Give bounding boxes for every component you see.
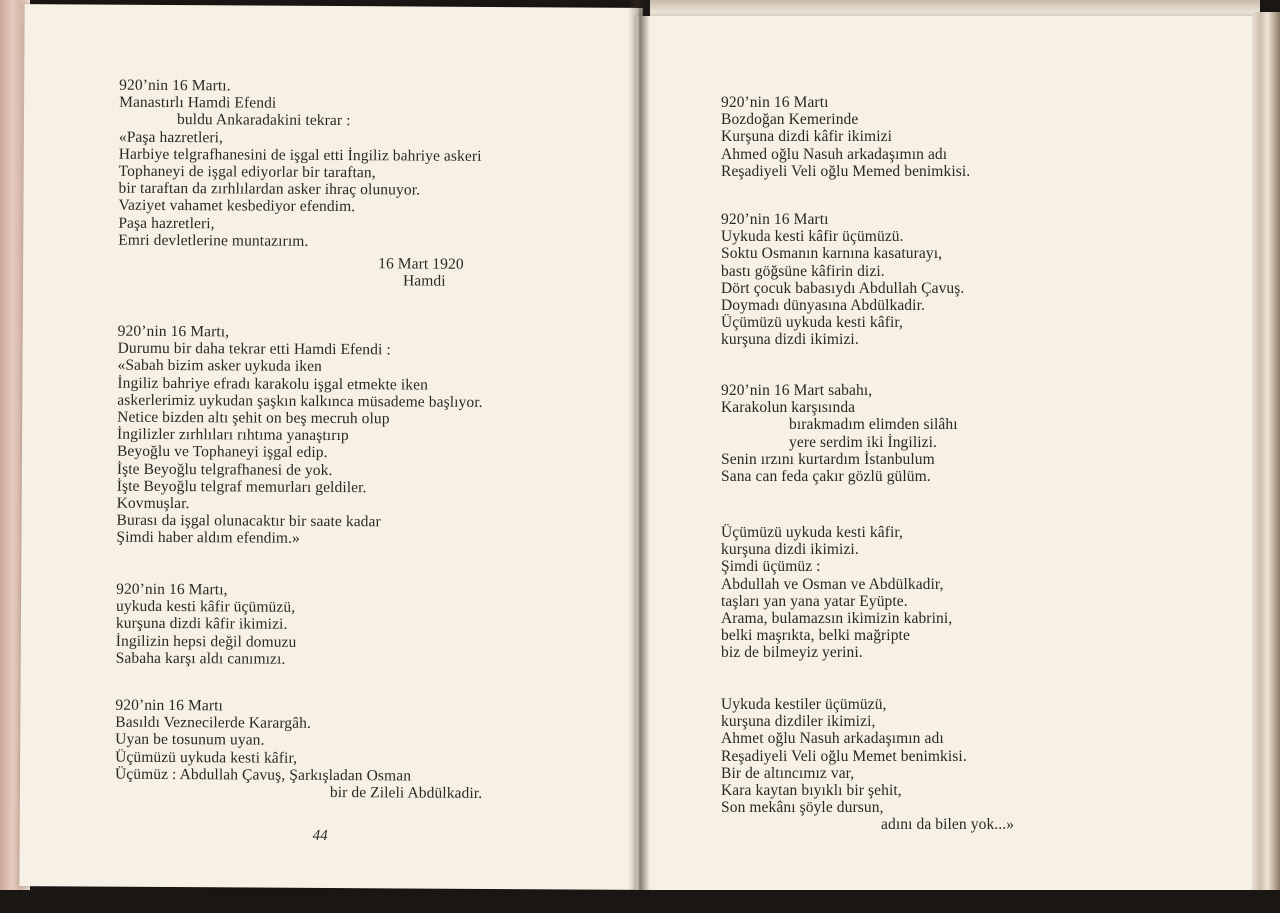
book-gutter <box>628 0 650 900</box>
line: İşte Beyoğlu telgraf memurları geldiler. <box>116 477 367 497</box>
line: Üçümüzü uykuda kesti kâfir, <box>115 748 298 767</box>
line: bırakmadım elimden silâhı <box>789 416 958 434</box>
line: Doymadı dünyasına Abdülkadir. <box>721 297 925 315</box>
line: buldu Ankaradakini tekrar : <box>176 111 351 130</box>
stanza-4 <box>721 524 952 662</box>
line: Reşadiyeli Veli oğlu Memet benimkisi. <box>721 747 967 765</box>
line: Üçümüzü uykuda kesti kâfir, <box>721 314 904 332</box>
stanza-1 <box>721 94 970 180</box>
stanza-2 <box>721 211 964 349</box>
line: Üçümüzü uykuda kesti kâfir, <box>721 524 904 541</box>
line: Uyan be tosunum uyan. <box>115 731 265 750</box>
line: 920’nin 16 Martı <box>115 696 223 715</box>
line: Ahmed oğlu Nasuh arkadaşımın adı <box>721 145 948 163</box>
line: Dört çocuk babasıydı Abdullah Çavuş. <box>721 279 965 297</box>
line: Senin ırzını kurtardım İstanbulum <box>721 450 935 468</box>
line: Reşadiyeli Veli oğlu Memed benimkisi. <box>721 162 971 180</box>
line: kurşuna dizdiler ikimizi, <box>721 713 876 731</box>
line: Kurşuna dizdi kâfir ikimizi <box>721 128 893 146</box>
stanza-3 <box>721 382 958 485</box>
signature-name: Hamdi <box>402 272 446 290</box>
book-edge-right <box>1252 12 1280 913</box>
line: yere serdim iki İngilizi. <box>789 433 937 451</box>
line: Emri devletlerine muntazırım. <box>118 231 309 250</box>
right-page <box>636 16 1256 896</box>
line: 920’nin 16 Martı <box>721 211 829 228</box>
stanza-2 <box>116 323 483 549</box>
line: Kara kaytan bıyıklı bir şehit, <box>721 782 902 800</box>
line: İngiliz bahriye efradı karakolu işgal etmekte iken <box>117 374 429 394</box>
line: Basıldı Veznecilerde Karargâh. <box>115 713 312 733</box>
line: Karakolun karşısında <box>721 399 856 417</box>
line: Beyoğlu ve Tophaneyi işgal edip. <box>116 443 328 462</box>
line: Burası da işgal olunacaktır bir saate kadar <box>116 511 381 531</box>
line: bir taraftan da zırhlılardan asker ihraç olunuyor. <box>118 179 421 199</box>
line: 920’nin 16 Mart sabahı, <box>721 382 873 399</box>
left-page <box>19 4 642 890</box>
line: Vaziyet vahamet kesbediyor efendim. <box>118 197 356 216</box>
line: taşları yan yana yatar Eyüpte. <box>721 592 908 610</box>
line: Kovmuşlar. <box>116 494 190 513</box>
line: Harbiye telgrafhanesini de işgal etti İngiliz bahriye askeri <box>118 145 482 165</box>
line: kurşuna dizdi kâfir ikimizi. <box>115 615 288 634</box>
line: 920’nin 16 Martı, <box>116 580 228 599</box>
line: uykuda kesti kâfir üçümüzü, <box>115 597 296 616</box>
stanza-5 <box>721 696 1014 834</box>
line: Uykuda kestiler üçümüzü, <box>721 696 887 713</box>
line: 920’nin 16 Martı. <box>119 76 231 95</box>
line: Soktu Osmanın karnına kasaturayı, <box>721 245 943 263</box>
line: bir de Zileli Abdülkadir. <box>329 784 483 802</box>
line: askerlerimiz uykudan şaşkın kalkınca müsademe başlıyor. <box>117 391 483 411</box>
signature-date: 16 Mart 1920 <box>378 255 464 273</box>
line: Durumu bir daha tekrar etti Hamdi Efendi : <box>117 339 391 359</box>
line: Uykuda kesti kâfir üçümüzü. <box>721 228 904 246</box>
line: İngilizin hepsi değil domuzu <box>115 632 297 651</box>
line: adını da bilen yok...» <box>881 816 1015 834</box>
line: Son mekânı şöyle dursun, <box>721 799 884 817</box>
line: Tophaneyi de işgal ediyorlar bir taraftan, <box>118 162 376 182</box>
background-surface <box>0 890 1280 913</box>
line: İşte Beyoğlu telgrafhanesi de yok. <box>116 460 333 479</box>
line: 920’nin 16 Martı <box>721 94 829 111</box>
line: Manastırlı Hamdi Efendi <box>119 93 277 112</box>
stanza-4 <box>115 697 483 802</box>
line: Sabaha karşı aldı canımızı. <box>115 649 286 668</box>
stanza-3 <box>116 581 297 668</box>
line: biz de bilmeyiz yerini. <box>721 644 863 662</box>
line: Arama, bulamazsın ikimizin kabrini, <box>721 610 953 628</box>
page-number: 44 <box>312 827 328 844</box>
line: 920’nin 16 Martı, <box>117 322 230 341</box>
line: Ahmet oğlu Nasuh arkadaşımın adı <box>721 730 944 748</box>
line: Şimdi haber aldım efendim.» <box>116 529 300 548</box>
line: belki maşrıkta, belki mağripte <box>721 627 910 645</box>
line: Sana can feda çakır gözlü gülüm. <box>721 468 931 486</box>
line: Şimdi üçümüz : <box>721 558 821 576</box>
line: «Paşa hazretleri, <box>118 128 224 146</box>
line: Abdullah ve Osman ve Abdülkadir, <box>721 575 944 593</box>
stanza-1 <box>118 77 482 291</box>
line: Paşa hazretleri, <box>118 214 215 232</box>
line: Üçümüz : Abdullah Çavuş, Şarkışladan Osman <box>114 765 412 785</box>
line: Bozdoğan Kemerinde <box>721 111 859 129</box>
line: kurşuna dizdi ikimizi. <box>721 331 859 349</box>
line: «Sabah bizim asker uykuda iken <box>117 357 322 376</box>
line: Netice bizden altı şehit on beş mecruh olup <box>117 408 390 428</box>
line: bastı göğsüne kâfirin dizi. <box>721 262 885 280</box>
line: İngilizler zırhlıları rıhtıma yanaştırıp <box>117 425 349 445</box>
line: Bir de altıncımız var, <box>721 764 855 782</box>
line: kurşuna dizdi ikimizi. <box>721 541 859 559</box>
